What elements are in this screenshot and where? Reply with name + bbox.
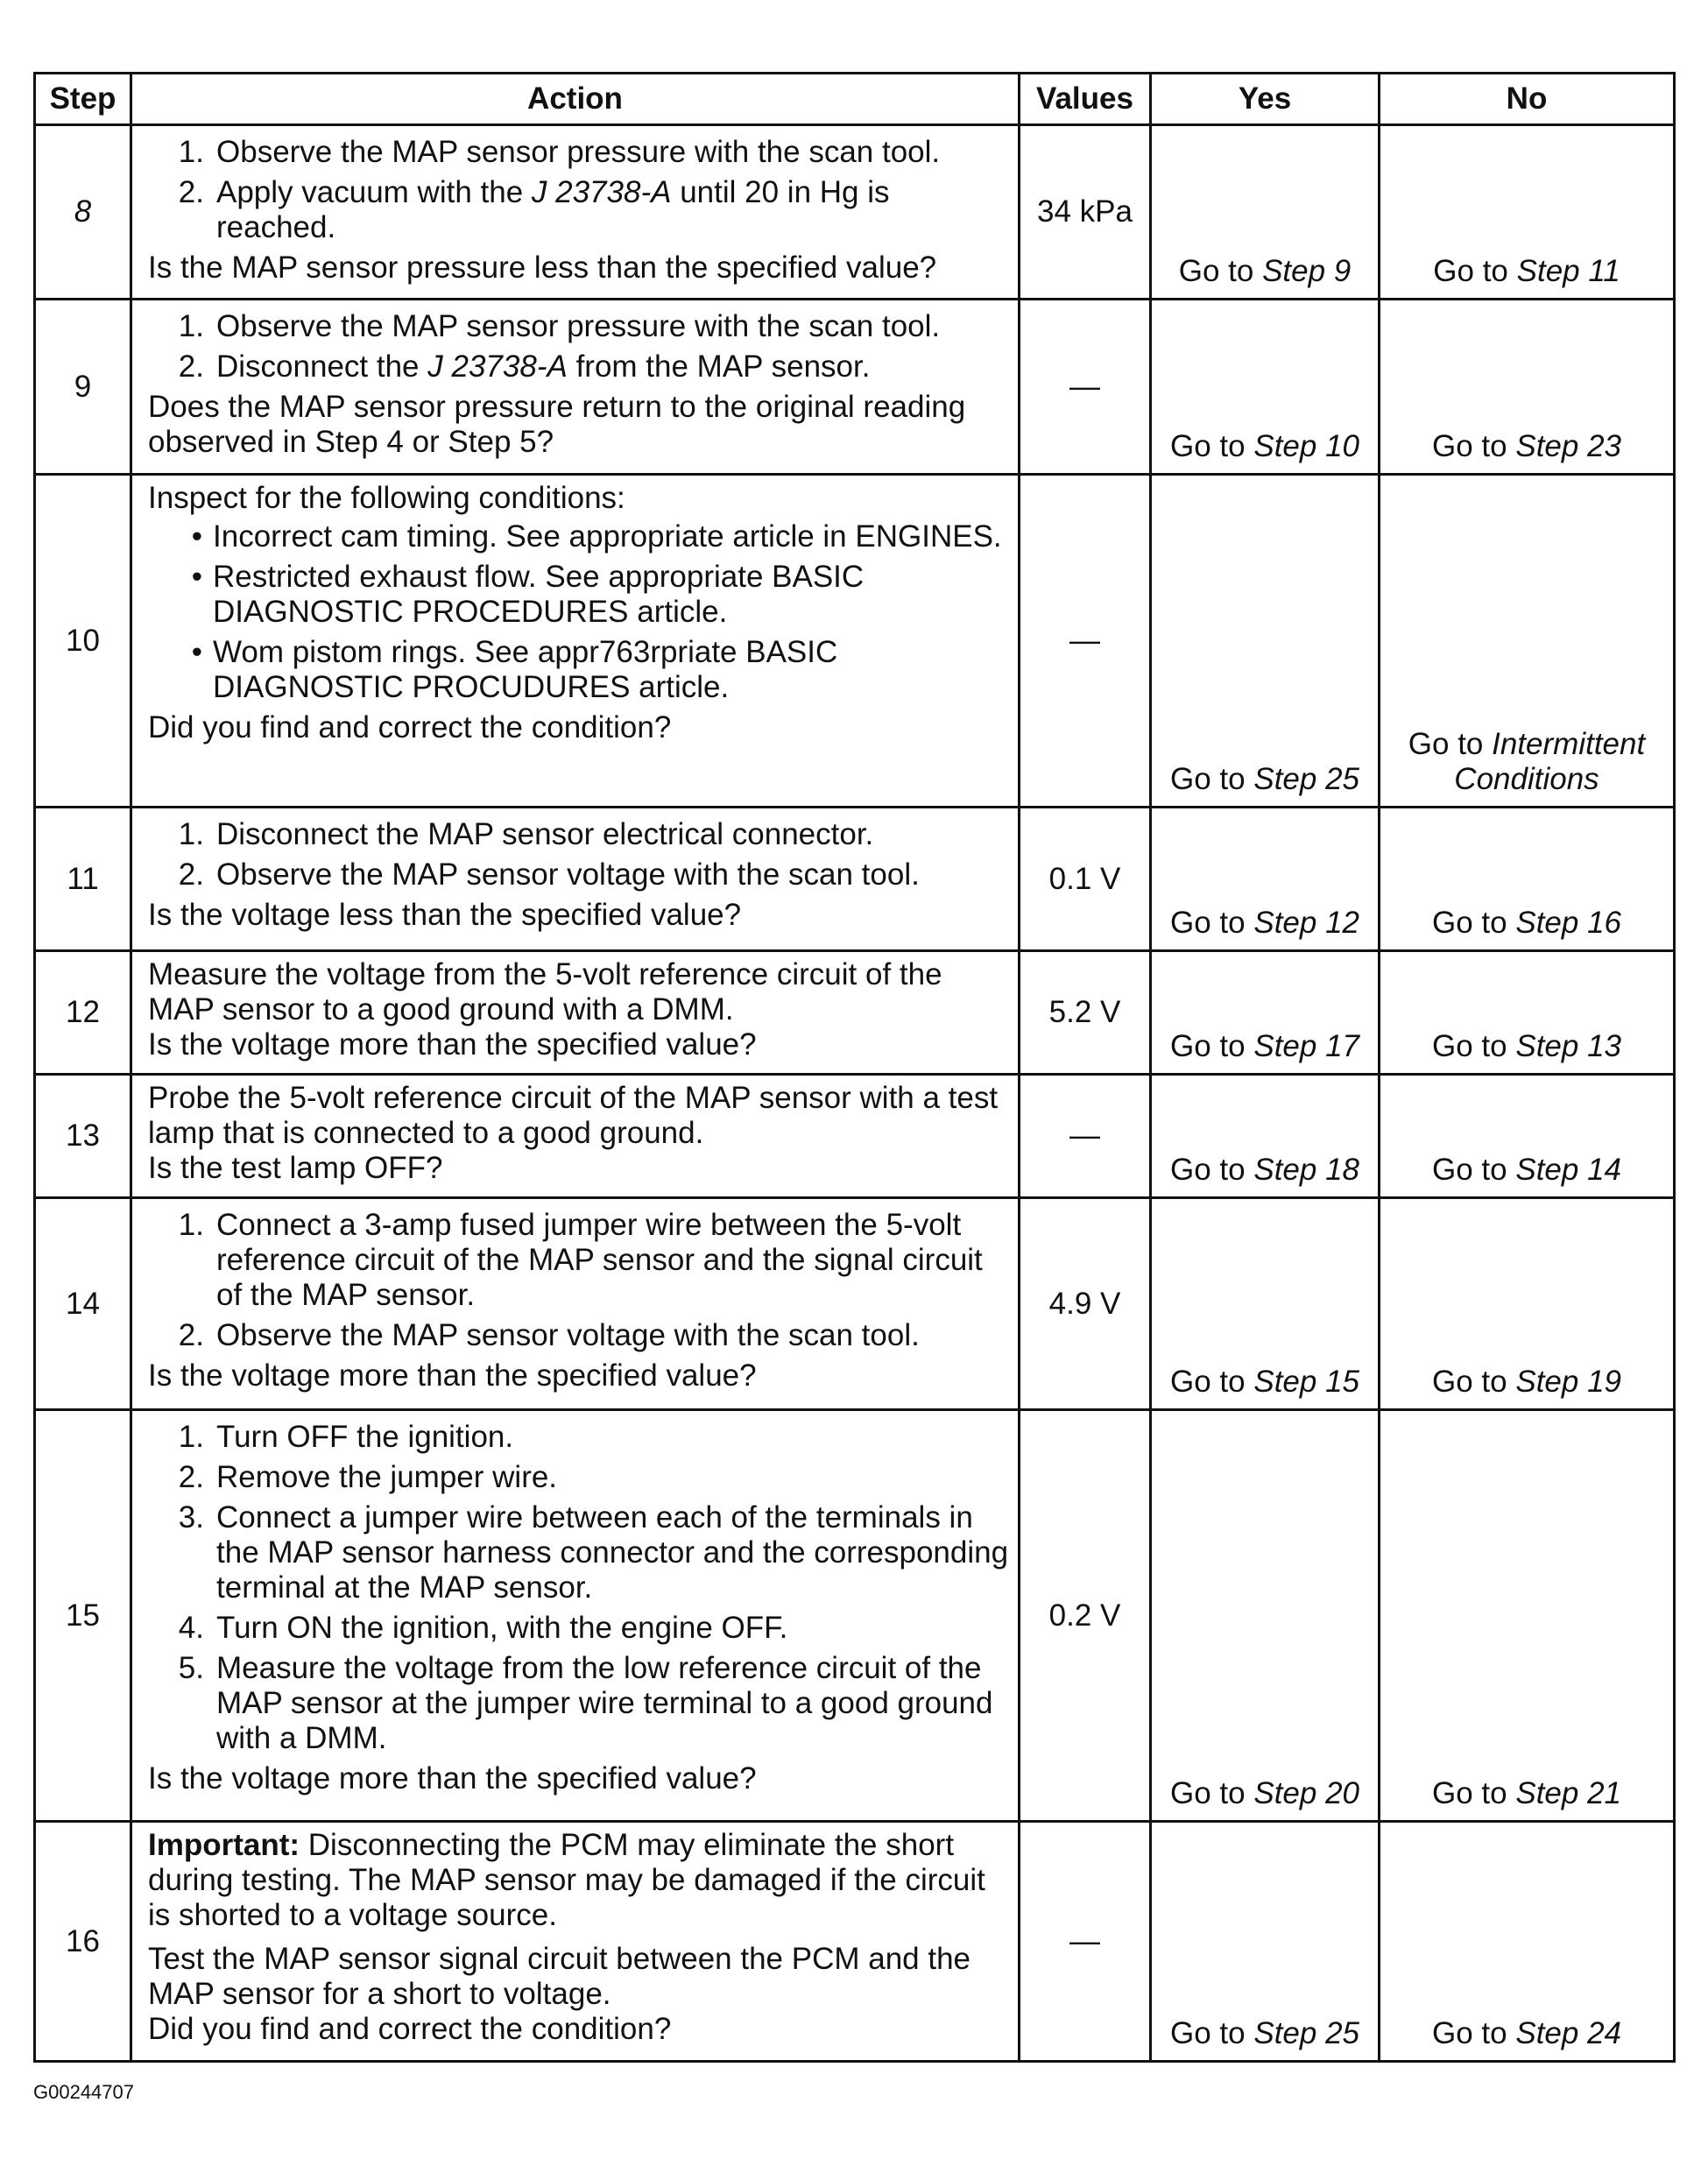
yes-cell: Go to Step 25 <box>1151 1822 1380 2062</box>
diagnostic-table <box>33 72 1676 2063</box>
action-item: Observe the MAP sensor voltage with the scan tool. <box>216 1318 920 1352</box>
diagnostic-table-sheet <box>33 72 1676 2063</box>
action-question: Is the voltage less than the specified value? <box>148 898 742 932</box>
important-label: Important: <box>148 1828 300 1862</box>
table-row <box>35 475 1675 808</box>
action-item: Observe the MAP sensor pressure with the scan tool. <box>216 135 941 169</box>
action-cell: 1. Disconnect the MAP sensor electrical connector. 2. Observe the MAP sensor voltage with the scan tool. Is the voltage less than the specified value? <box>131 808 1020 951</box>
action-item: Measure the voltage from the low reference circuit of the MAP sensor at the jumper wire terminal to a good ground with a DMM. <box>216 1651 993 1755</box>
step-ref: Step 14 <box>1515 1153 1621 1187</box>
yes-cell: Go to Step 10 <box>1151 300 1380 475</box>
important-note: Important: Disconnecting the PCM may eliminate the short during testing. The MAP sensor may be damaged if the circuit is shorted to a voltage source. <box>148 1828 985 1932</box>
value-cell: 5.2 V <box>1020 951 1151 1075</box>
step-number: 14 <box>35 1198 131 1410</box>
step-ref: Step 21 <box>1515 1776 1621 1810</box>
table-row <box>35 125 1675 300</box>
step-ref: Step 24 <box>1515 2016 1621 2050</box>
step-number: 12 <box>35 951 131 1075</box>
step-ref: Step 12 <box>1253 906 1359 940</box>
yes-cell: Go to Step 18 <box>1151 1075 1380 1198</box>
value-cell: — <box>1020 1822 1151 2062</box>
action-bullet: Incorrect cam timing. See appropriate article in ENGINES. <box>213 519 1002 554</box>
action-question: Did you find and correct the condition? <box>148 2012 672 2046</box>
tool-ref: J 23738-A <box>531 175 672 209</box>
table-row <box>35 300 1675 475</box>
step-ref: Step 9 <box>1262 254 1352 288</box>
action-item: Disconnect the MAP sensor electrical connector. <box>216 817 874 851</box>
tool-ref: J 23738-A <box>427 349 568 384</box>
action-intro: Inspect for the following conditions: <box>148 481 625 515</box>
step-ref: Step 16 <box>1515 906 1621 940</box>
no-cell: Go to Step 16 <box>1380 808 1675 951</box>
action-bullet: Restricted exhaust flow. See appropriate BASIC DIAGNOSTIC PROCEDURES article. <box>213 560 865 629</box>
action-text: Measure the voltage from the 5-volt reference circuit of the MAP sensor to a good ground with a DMM. <box>148 957 942 1027</box>
step-ref: Step 18 <box>1253 1153 1359 1187</box>
action-cell: 1. Observe the MAP sensor pressure with the scan tool. 2. Disconnect the J 23738-A from the MAP sensor. Does the MAP sensor pressure return to the original reading observed in Step 4 or Step 5? <box>131 300 1020 475</box>
no-cell: Go to Step 11 <box>1380 125 1675 300</box>
action-cell <box>131 1822 1020 2062</box>
table-row <box>35 1410 1675 1822</box>
action-cell <box>131 1075 1020 1198</box>
action-question: Is the voltage more than the specified value? <box>148 1761 757 1796</box>
step-ref: Step 11 <box>1516 254 1620 288</box>
value-cell: — <box>1020 1075 1151 1198</box>
action-item: Turn ON the ignition, with the engine OFF. <box>216 1611 788 1645</box>
header-row <box>35 74 1675 125</box>
action-question: Did you find and correct the condition? <box>148 710 672 744</box>
action-bullet: Wom pistom rings. See appr763rpriate BASIC DIAGNOSTIC PROCUDURES article. <box>213 635 838 704</box>
step-number: 9 <box>35 300 131 475</box>
no-cell: Go to Step 24 <box>1380 1822 1675 2062</box>
step-number: 8 <box>35 125 131 300</box>
table-row <box>35 808 1675 951</box>
value-cell: 0.2 V <box>1020 1410 1151 1822</box>
no-cell: Go to Intermittent Conditions <box>1380 475 1675 808</box>
action-cell: 1. Observe the MAP sensor pressure with the scan tool. 2. Apply vacuum with the J 23738-A until 20 in Hg is reached. Is the MAP sensor pressure less than the specified value? <box>131 125 1020 300</box>
step-ref: Step 15 <box>1253 1365 1359 1399</box>
no-cell: Go to Step 19 <box>1380 1198 1675 1410</box>
action-item: Disconnect the J 23738-A from the MAP sensor. <box>216 349 871 384</box>
step-ref: Step 10 <box>1253 429 1359 463</box>
yes-cell: Go to Step 12 <box>1151 808 1380 951</box>
step-number: 15 <box>35 1410 131 1822</box>
value-cell: 4.9 V <box>1020 1198 1151 1410</box>
action-item: Observe the MAP sensor voltage with the scan tool. <box>216 857 920 892</box>
step-ref: Step 17 <box>1253 1029 1359 1063</box>
action-question: Does the MAP sensor pressure return to the original reading observed in Step 4 or Step 5? <box>148 390 966 459</box>
step-ref: Step 20 <box>1253 1776 1359 1810</box>
step-ref: Step 23 <box>1515 429 1621 463</box>
action-item: Connect a 3-amp fused jumper wire between the 5-volt reference circuit of the MAP sensor and the signal circuit of the MAP sensor. <box>216 1208 983 1312</box>
no-cell: Go to Step 21 <box>1380 1410 1675 1822</box>
yes-cell: Go to Step 25 <box>1151 475 1380 808</box>
action-question: Is the MAP sensor pressure less than the specified value? <box>148 250 937 285</box>
yes-cell: Go to Step 20 <box>1151 1410 1380 1822</box>
header-step: Step <box>35 74 131 125</box>
yes-cell: Go to Step 15 <box>1151 1198 1380 1410</box>
header-values: Values <box>1020 74 1151 125</box>
table-row <box>35 1075 1675 1198</box>
action-item: Remove the jumper wire. <box>216 1460 558 1494</box>
action-text: Test the MAP sensor signal circuit between the PCM and the MAP sensor for a short to voltage. <box>148 1942 971 2011</box>
action-cell: Inspect for the following conditions: • Incorrect cam timing. See appropriate article in ENGINES. • Restricted exhaust flow. See appropriate BASIC DIAGNOSTIC PROCEDURES article. • Wom pistom rings. See appr763rpriate BASIC DIAGNOSTIC PROCUDURES article. Did you find and correct the condition? <box>131 475 1020 808</box>
header-yes: Yes <box>1151 74 1380 125</box>
table-row <box>35 1822 1675 2062</box>
value-cell: — <box>1020 300 1151 475</box>
no-cell: Go to Step 23 <box>1380 300 1675 475</box>
table-row <box>35 951 1675 1075</box>
action-item: Observe the MAP sensor pressure with the scan tool. <box>216 309 941 343</box>
action-item: Connect a jumper wire between each of the terminals in the MAP sensor harness connector and the corresponding terminal at the MAP sensor. <box>216 1500 1009 1605</box>
action-cell: 1. Turn OFF the ignition. 2. Remove the jumper wire. 3. Connect a jumper wire between each of the terminals in the MAP sensor harness connector and the corresponding terminal at the MAP sensor. 4. Turn ON the ignition, with the engine OFF. 5. Measure the voltage from the low reference circuit of the MAP sensor at the jumper wire terminal to a good ground with a DMM. Is the voltage more than the specified value? <box>131 1410 1020 1822</box>
action-cell <box>131 951 1020 1075</box>
header-no: No <box>1380 74 1675 125</box>
step-ref: Step 13 <box>1515 1029 1621 1063</box>
step-ref: Step 19 <box>1515 1365 1621 1399</box>
no-cell: Go to Step 14 <box>1380 1075 1675 1198</box>
yes-cell: Go to Step 9 <box>1151 125 1380 300</box>
step-ref: Step 25 <box>1253 2016 1359 2050</box>
no-cell: Go to Step 13 <box>1380 951 1675 1075</box>
value-cell: 34 kPa <box>1020 125 1151 300</box>
step-number: 13 <box>35 1075 131 1198</box>
step-number: 16 <box>35 1822 131 2062</box>
action-text: Probe the 5-volt reference circuit of the MAP sensor with a test lamp that is connected to a good ground. <box>148 1081 999 1150</box>
step-number: 11 <box>35 808 131 951</box>
value-cell: — <box>1020 475 1151 808</box>
action-cell: 1. Connect a 3-amp fused jumper wire between the 5-volt reference circuit of the MAP sensor and the signal circuit of the MAP sensor. 2. Observe the MAP sensor voltage with the scan tool. Is the voltage more than the specified value? <box>131 1198 1020 1410</box>
action-question: Is the voltage more than the specified value? <box>148 1027 757 1062</box>
step-ref: Intermittent Conditions <box>1454 727 1646 796</box>
header-action: Action <box>131 74 1020 125</box>
step-ref: Step 25 <box>1253 762 1359 796</box>
step-number: 10 <box>35 475 131 808</box>
table-row <box>35 1198 1675 1410</box>
action-question: Is the test lamp OFF? <box>148 1151 443 1185</box>
action-item: Turn OFF the ignition. <box>216 1420 514 1454</box>
action-item: Apply vacuum with the J 23738-A until 20 in Hg is reached. <box>216 175 890 244</box>
value-cell: 0.1 V <box>1020 808 1151 951</box>
action-question: Is the voltage more than the specified value? <box>148 1358 757 1393</box>
yes-cell: Go to Step 17 <box>1151 951 1380 1075</box>
figure-code: G00244707 <box>33 2081 134 2103</box>
